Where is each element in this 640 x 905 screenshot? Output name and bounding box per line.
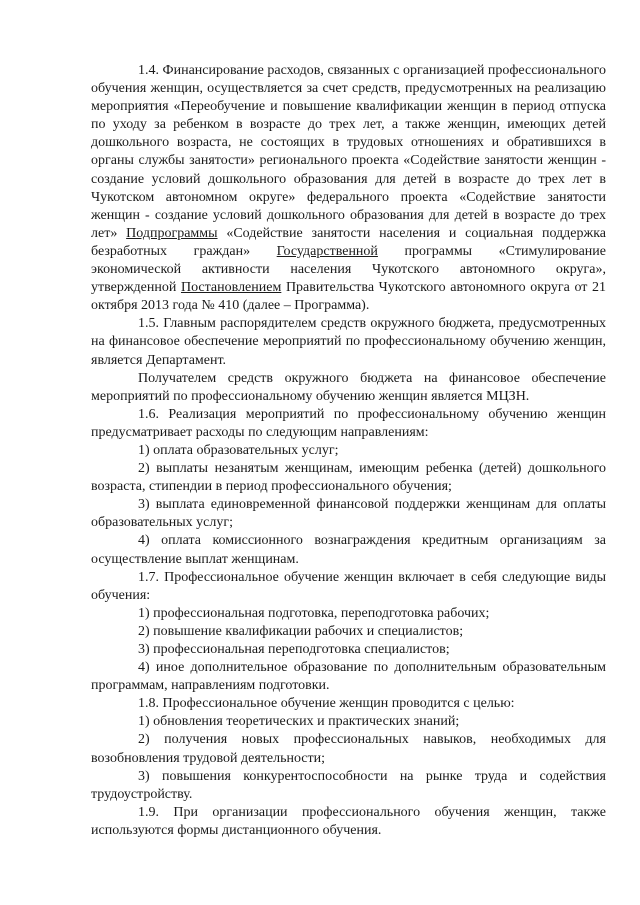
paragraph-1-8: 1.8. Профессиональное обучение женщин проводится с целью:: [138, 696, 515, 712]
paragraph-1-4: [91, 62, 606, 315]
list-item: 3) повышения конкурентоспособности на рынке труда и содействия трудоустройству.: [91, 768, 606, 802]
list-item: 4) иное дополнительное образование по дополнительным образовательным программам, направлениям подготовки.: [91, 660, 606, 694]
paragraph-1-4-text-4: Правительства Чукотского автономного округа от 21 октября 2013 года № 410 (далее – Программа).: [91, 280, 606, 314]
paragraph-recipient: Получателем средств окружного бюджета на финансовое обеспечение мероприятий по профессиональному обучению женщин является МЦЗН.: [91, 370, 606, 404]
paragraph-1-4-text-1: 1.4. Финансирование расходов, связанных с организацией профессионального обучения женщин, осуществляется за счет средств, предусмотренных на реализацию мероприятия «Переобучение и повышение квалификации женщин в период отпуска по уходу за ребенком в возрасте до трех лет, а также женщин, имеющих детей дошкольного возраста, не состоящих в трудовых отношениях и обратившихся в органы службы занятости» регионального проекта «Содействие занятости женщин - создание условий дошкольного образования для детей в возрасте до трех лет в Чукотском автономном округе» федерального проекта «Содействие занятости женщин - создание условий дошкольного образования для детей в возрасте до трех лет»: [91, 63, 606, 241]
list-item: 2) повышение квалификации рабочих и специалистов;: [138, 623, 464, 639]
list-item: 2) получения новых профессиональных навыков, необходимых для возобновления трудовой деятельности;: [91, 732, 606, 766]
paragraph-1-4-text-2: «Содействие занятости населения и социальная поддержка безработных граждан»: [91, 225, 606, 259]
list-item: 1) оплата образовательных услуг;: [138, 442, 339, 458]
paragraph-1-6: 1.6. Реализация мероприятий по профессиональному обучению женщин предусматривает расходы по следующим направлениям:: [91, 406, 606, 440]
list-item: 4) оплата комиссионного вознаграждения кредитным организациям за осуществление выплат женщинам.: [91, 533, 606, 567]
link-state-program[interactable]: Государственной: [276, 243, 378, 259]
list-item: 2) выплаты незанятым женщинам, имеющим ребенка (детей) дошкольного возраста, стипендии в период профессионального обучения;: [91, 461, 606, 495]
list-item: 1) профессиональная подготовка, переподготовка рабочих;: [138, 605, 490, 621]
list-item: 3) выплата единовременной финансовой поддержки женщинам для оплаты образовательных услуг;: [91, 497, 606, 531]
paragraph-1-4-text-3: программы «Стимулирование экономической активности населения Чукотского автономного округа», утвержденной: [91, 243, 606, 296]
link-resolution[interactable]: Постановлением: [180, 280, 282, 296]
paragraph-1-9: 1.9. При организации профессионального обучения женщин, также используются формы дистанционного обучения.: [91, 804, 606, 838]
paragraph-1-5: 1.5. Главным распорядителем средств окружного бюджета, предусмотренных на финансовое обеспечение мероприятий по профессиональному обучению женщин, является Департамент.: [91, 316, 606, 368]
list-item: 3) профессиональная переподготовка специалистов;: [138, 642, 450, 657]
paragraph-1-7: 1.7. Профессиональное обучение женщин включает в себя следующие виды обучения:: [91, 569, 606, 603]
list-item: 1) обновления теоретических и практических знаний;: [138, 714, 460, 730]
link-subprogram[interactable]: Подпрограммы: [126, 225, 218, 241]
